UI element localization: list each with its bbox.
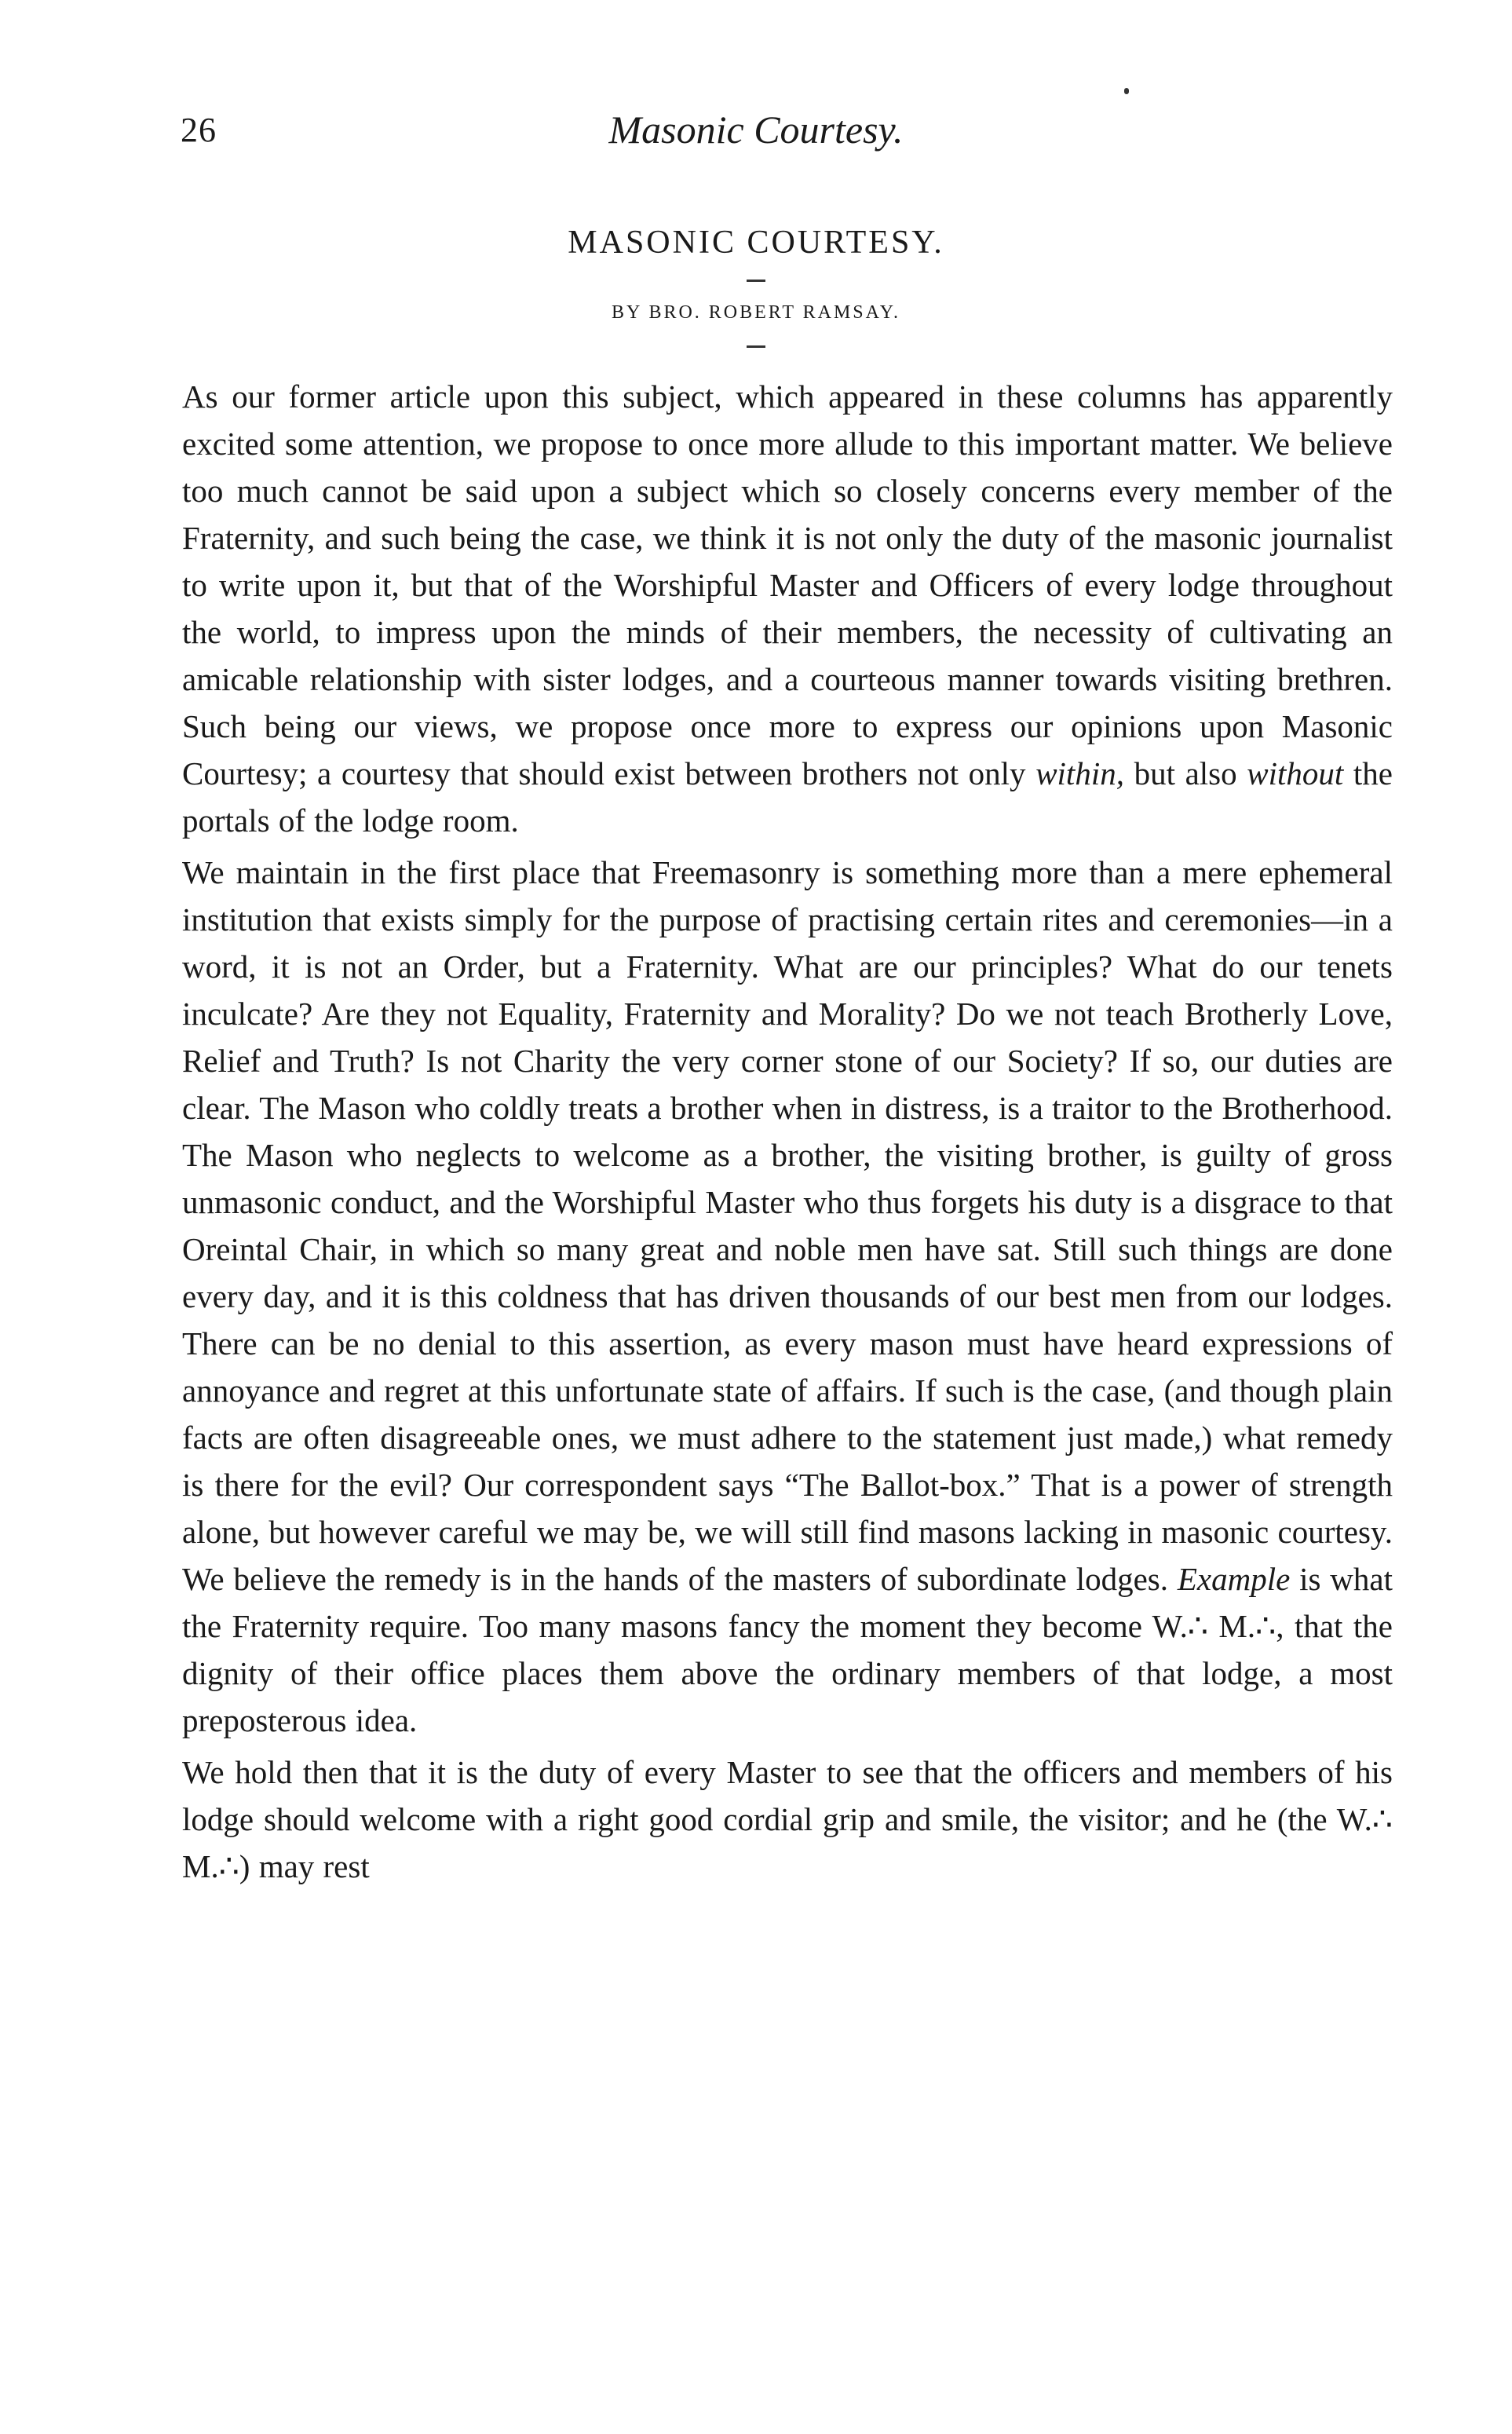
paragraph-1-text-c: the portals of the lodge room. <box>182 755 1393 839</box>
paragraph-3 <box>182 1749 1393 1890</box>
article-byline: BY BRO. ROBERT RAMSAY. <box>612 302 900 323</box>
byline-rule <box>747 345 765 348</box>
paragraph-1-emphasis-without: without <box>1247 755 1344 791</box>
paragraph-3-text: We hold then that it is the duty of every Master to see that the officers and members of his lodge should welcome with a right good cordial grip and smile, the visitor; and he (the W.∴ M.∴) may rest <box>182 1754 1393 1884</box>
paragraph-1-emphasis-within: within, <box>1035 755 1124 791</box>
article-title: MASONIC COURTESY. <box>568 225 944 261</box>
paragraph-2-text-a: We maintain in the first place that Freemasonry is something more than a mere ephemeral institution that exists simply for the purpose of practising certain rites and ceremonies—in a word, it is not an Order, but a Fraternity. What are our principles? What do our tenets inculcate? Are they not Equality, Fraternity and Morality? Do we not teach Brotherly Love, Relief and Truth? Is not Charity the very corner stone of our Society? If so, our duties are clear. The Mason who coldly treats a brother when in distress, is a traitor to the Brotherhood. The Mason who neglects to welcome as a brother, the visiting brother, is guilty of gross unmasonic conduct, and the Worshipful Master who thus forgets his duty is a disgrace to that Oreintal Chair, in which so many great and noble men have sat. Still such things are done every day, and it is this coldness that has driven thousands of our best men from our lodges. There can be no denial to this assertion, as every mason must have heard expressions of annoyance and regret at this unfortunate state of affairs. If such is the case, (and though plain facts are often disagreeable ones, we must adhere to the statement just made,) what remedy is there for the evil? Our correspondent says “The Ballot-box.” That is a power of strength alone, but however careful we may be, we will still find masons lacking in masonic courtesy. We believe the remedy is in the hands of the masters of subordinate lodges. <box>182 854 1393 1597</box>
paragraph-2-emphasis-example: Example <box>1177 1561 1291 1597</box>
paragraph-2 <box>182 849 1393 1744</box>
paragraph-1-text-a: As our former article upon this subject, which appeared in these columns has apparently excited some attention, we propose to once more allude to this important matter. We believe too much cannot be said upon a subject which so closely concerns every member of the Fraternity, and such being the case, we think it is not only the duty of the masonic journalist to write upon it, but that of the Worshipful Master and Officers of every lodge throughout the world, to impress upon the minds of their members, the necessity of cultivating an amicable relationship with sister lodges, and a courteous manner towards visiting brethren. Such being our views, we propose once more to express our opinions upon Masonic Courtesy; a courtesy that should exist between brothers not only <box>182 378 1393 791</box>
ink-speck <box>1124 88 1129 94</box>
paragraph-2-text-b: is what the Fraternity require. Too many masons fancy the moment they become W.∴ M.∴, that the dignity of their office places them above the ordinary members of that lodge, a most preposterous idea. <box>182 1561 1393 1738</box>
page-number: 26 <box>181 111 217 149</box>
running-title: Masonic Courtesy. <box>608 108 904 152</box>
title-rule <box>747 280 765 282</box>
paragraph-1-text-b: but also <box>1123 755 1247 791</box>
article-body <box>182 373 1393 1890</box>
paragraph-1 <box>182 373 1393 844</box>
